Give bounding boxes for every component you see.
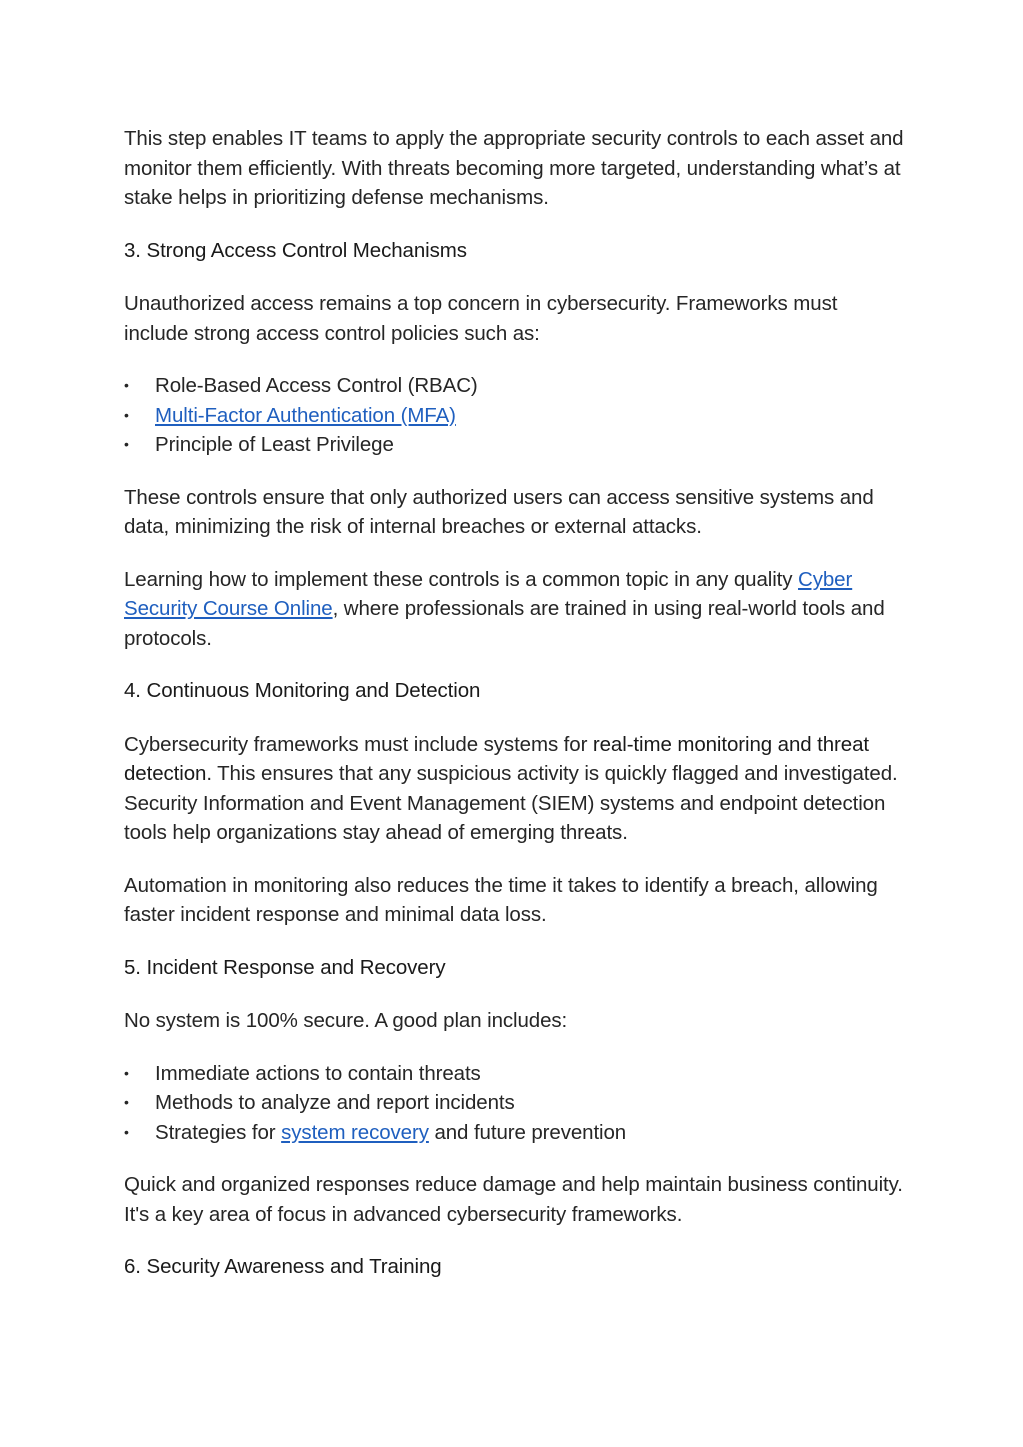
section-5-paragraph-1: Quick and organized responses reduce damage and help maintain business continuity. It's a key area of focus in advanced cybersecurity frameworks. [124,1173,903,1226]
incident-response-list [124,1059,904,1148]
bullet-icon: • [124,1123,129,1140]
list-item [124,1059,904,1089]
paragraph-text: Security Information and Event Management (SIEM) systems and endpoint detection tools help organizations stay ahead of emerging threats. [124,791,886,844]
bullet-icon: • [124,406,129,423]
list-item-text: Immediate actions to contain threats [155,1061,481,1085]
bullet-icon: • [124,1064,129,1081]
cyber-security-course-link[interactable]: Cyber Security Course Online [124,567,853,620]
section-5-lead: No system is 100% secure. A good plan includes: [124,1009,568,1032]
paragraph-text: Learning how to implement these controls is a common topic in any quality [124,567,799,591]
bullet-icon: • [124,1094,129,1110]
section-5-heading: 5. Incident Response and Recovery [124,955,446,979]
list-item-text: Strategies for [155,1120,282,1144]
bullet-icon: • [124,377,129,393]
list-item [124,371,904,401]
list-item [124,1088,904,1118]
section-3-heading: 3. Strong Access Control Mechanisms [124,238,467,262]
list-item [124,401,904,431]
section-3-lead: Unauthorized access remains a top concern in cybersecurity. Frameworks must include strong access control policies such as: [124,292,838,345]
section-4-paragraph-2: Automation in monitoring also reduces the time it takes to identify a breach, allowing faster incident response and minimal data loss. [124,873,878,926]
mfa-link[interactable]: Multi-Factor Authentication (MFA) [155,403,456,427]
list-item [124,1118,904,1148]
system-recovery-link[interactable]: system recovery [281,1120,429,1144]
list-item-text: Role-Based Access Control (RBAC) [155,374,478,397]
paragraph-text: , where professionals are trained in using real-world tools and protocols. [124,597,885,650]
section-3-paragraph-2 [124,565,904,654]
list-item-text: and future prevention [428,1120,627,1144]
access-control-list [124,371,904,460]
intro-paragraph: This step enables IT teams to apply the appropriate security controls to each asset and monitor them efficiently. With threats becoming more targeted, understanding what’s at stake helps in prioritizing defense mechanisms. [124,127,904,209]
section-4-heading: 4. Continuous Monitoring and Detection [124,679,481,702]
list-item-text: Methods to analyze and report incidents [155,1091,515,1114]
section-3-paragraph-1: These controls ensure that only authorized users can access sensitive systems and data, minimizing the risk of internal breaches or external attacks. [124,485,874,538]
emphasis-text: real-time monitoring and threat detection [124,732,869,785]
list-item-text: Principle of Least Privilege [155,433,394,456]
paragraph-text: Cybersecurity frameworks must include systems for [124,732,593,756]
bullet-icon: • [124,436,129,452]
document-page [124,124,904,1306]
section-6-heading: 6. Security Awareness and Training [124,1255,442,1278]
list-item [124,430,904,460]
paragraph-text: . This ensures that any suspicious activity is quickly flagged and investigated. [206,762,898,785]
section-4-paragraph-1 [124,730,904,848]
